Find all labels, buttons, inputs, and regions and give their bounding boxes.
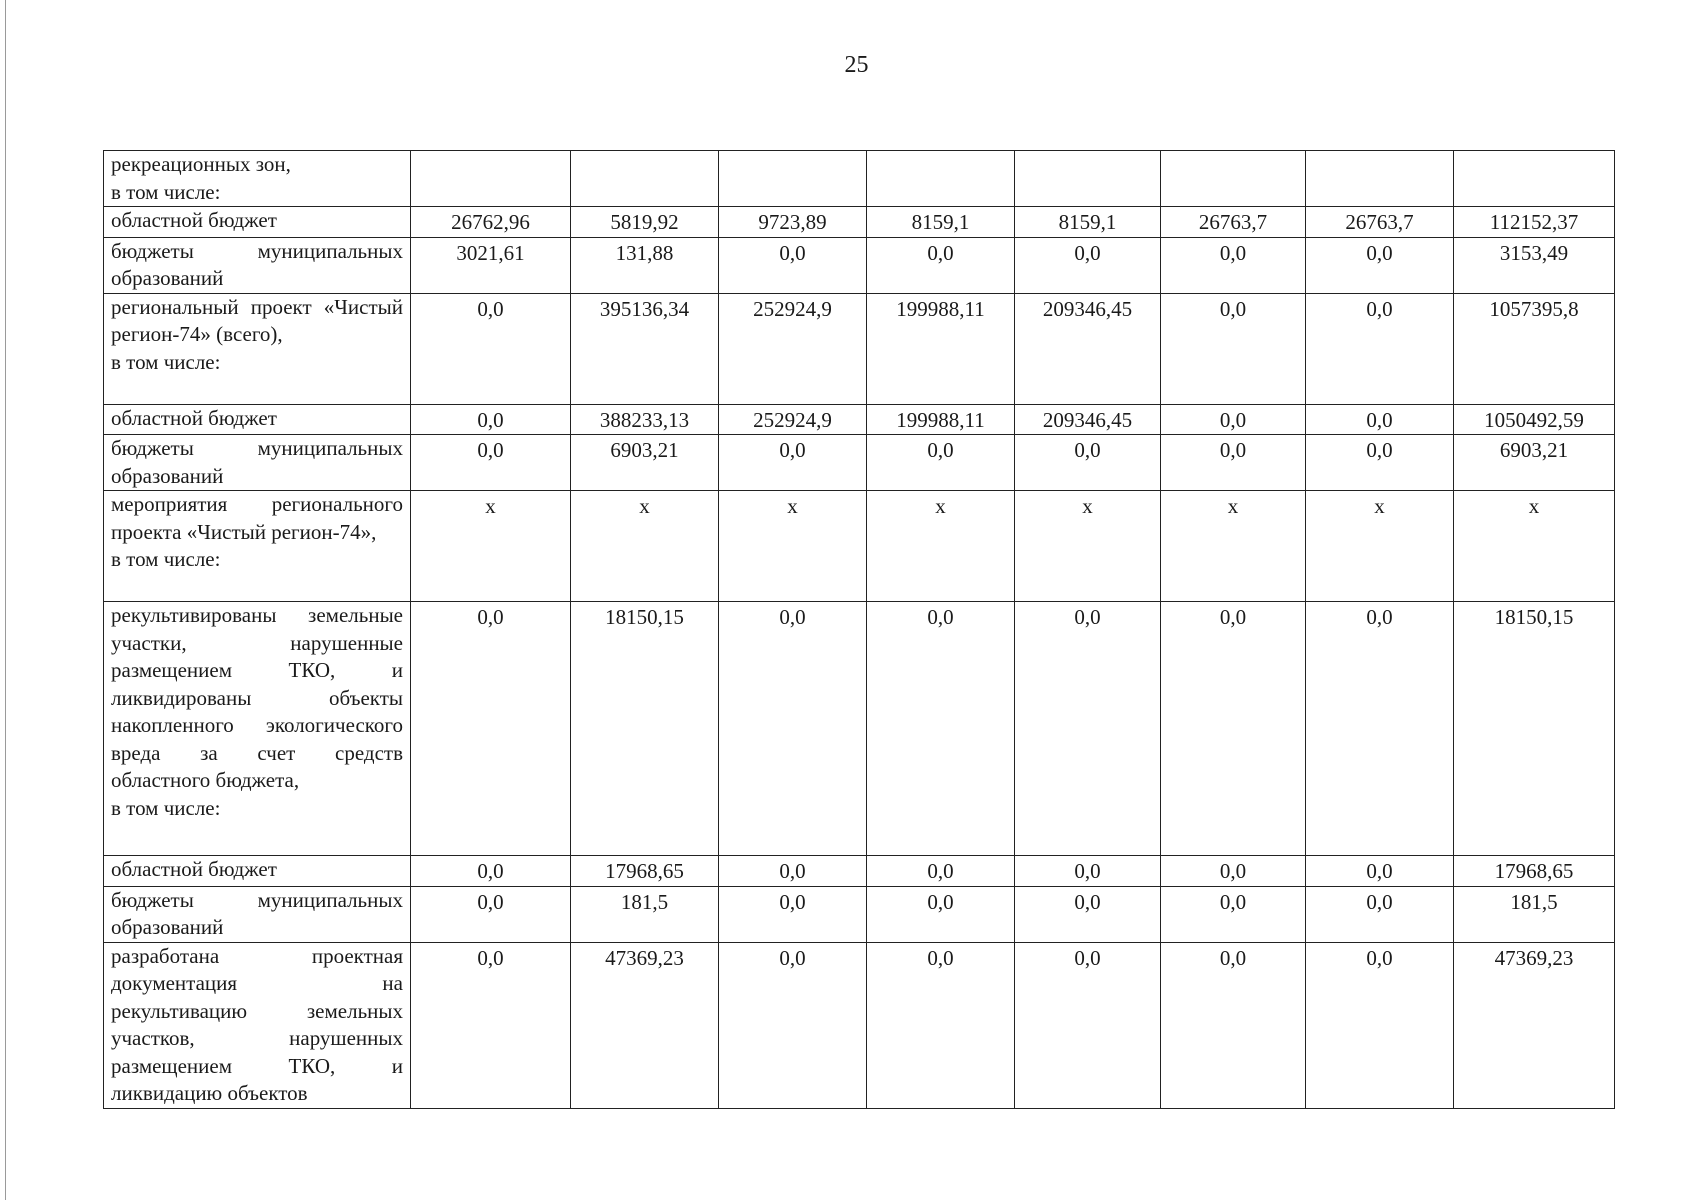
value-cell: 0,0 (1161, 404, 1306, 435)
value-cell: 3153,49 (1454, 237, 1615, 293)
value-cell: 18150,15 (571, 602, 719, 856)
table-row (104, 151, 1615, 207)
value-cell: 0,0 (719, 856, 867, 887)
row-label: разработана проектная документация на рекультивацию земельных участков, нарушенных размещением ТКО, и ликвидацию объектов (104, 942, 411, 1108)
scan-edge-line (5, 0, 6, 1200)
value-cell: 0,0 (411, 886, 571, 942)
value-cell: 0,0 (411, 404, 571, 435)
value-cell: 0,0 (1161, 602, 1306, 856)
value-cell: 0,0 (719, 886, 867, 942)
value-cell: 0,0 (867, 602, 1015, 856)
value-cell: 0,0 (719, 435, 867, 491)
value-cell: х (719, 491, 867, 602)
table-row (104, 602, 1615, 856)
value-cell: 0,0 (867, 435, 1015, 491)
table-row (104, 491, 1615, 602)
row-label: областной бюджет (104, 856, 411, 887)
value-cell: 0,0 (1306, 404, 1454, 435)
value-cell: 0,0 (1015, 602, 1161, 856)
value-cell: х (1015, 491, 1161, 602)
value-cell: 131,88 (571, 237, 719, 293)
value-cell: 17968,65 (571, 856, 719, 887)
value-cell: 8159,1 (1015, 207, 1161, 238)
value-cell: 0,0 (1306, 237, 1454, 293)
value-cell: 0,0 (1015, 942, 1161, 1108)
row-label: бюджеты муниципальных образований (104, 237, 411, 293)
value-cell: 0,0 (867, 942, 1015, 1108)
row-label: мероприятия регионального проекта «Чистый регион-74», в том числе: (104, 491, 411, 602)
value-cell: 6903,21 (571, 435, 719, 491)
value-cell: 0,0 (1161, 435, 1306, 491)
value-cell: 181,5 (1454, 886, 1615, 942)
value-cell: 209346,45 (1015, 404, 1161, 435)
value-cell: 0,0 (1306, 293, 1454, 404)
value-cell: 209346,45 (1015, 293, 1161, 404)
value-cell: 0,0 (1161, 856, 1306, 887)
value-cell: 17968,65 (1454, 856, 1615, 887)
value-cell: 0,0 (1161, 237, 1306, 293)
value-cell (411, 151, 571, 207)
value-cell: 252924,9 (719, 293, 867, 404)
value-cell: 0,0 (719, 942, 867, 1108)
value-cell: 0,0 (411, 602, 571, 856)
value-cell: х (411, 491, 571, 602)
value-cell: 395136,34 (571, 293, 719, 404)
value-cell: х (1454, 491, 1615, 602)
table-row (104, 404, 1615, 435)
value-cell: х (867, 491, 1015, 602)
value-cell: 47369,23 (1454, 942, 1615, 1108)
value-cell: 0,0 (411, 942, 571, 1108)
value-cell: 5819,92 (571, 207, 719, 238)
value-cell: 0,0 (867, 886, 1015, 942)
budget-table (103, 150, 1615, 1109)
value-cell: 199988,11 (867, 404, 1015, 435)
row-label: рекреационных зон, в том числе: (104, 151, 411, 207)
value-cell: 1057395,8 (1454, 293, 1615, 404)
value-cell: 3021,61 (411, 237, 571, 293)
table-row (104, 207, 1615, 238)
value-cell (1161, 151, 1306, 207)
value-cell: 252924,9 (719, 404, 867, 435)
value-cell: 8159,1 (867, 207, 1015, 238)
value-cell: 181,5 (571, 886, 719, 942)
row-label: бюджеты муниципальных образований (104, 435, 411, 491)
row-label: рекультивированы земельные участки, нарушенные размещением ТКО, и ликвидированы объекты накопленного экологического вреда за счет средств областного бюджета, в том числе: (104, 602, 411, 856)
value-cell: х (1306, 491, 1454, 602)
value-cell: 0,0 (1306, 942, 1454, 1108)
table-row (104, 237, 1615, 293)
table-row (104, 435, 1615, 491)
value-cell: 199988,11 (867, 293, 1015, 404)
value-cell: 18150,15 (1454, 602, 1615, 856)
value-cell: 0,0 (1161, 293, 1306, 404)
value-cell: 112152,37 (1454, 207, 1615, 238)
value-cell: 26763,7 (1306, 207, 1454, 238)
value-cell: 0,0 (1015, 856, 1161, 887)
table-row (104, 886, 1615, 942)
value-cell: 0,0 (1161, 886, 1306, 942)
page-number: 25 (844, 52, 869, 78)
value-cell: 0,0 (1306, 602, 1454, 856)
value-cell (867, 151, 1015, 207)
value-cell: 47369,23 (571, 942, 719, 1108)
value-cell: 388233,13 (571, 404, 719, 435)
row-label: областной бюджет (104, 207, 411, 238)
value-cell: 0,0 (867, 237, 1015, 293)
value-cell: 9723,89 (719, 207, 867, 238)
table-row (104, 293, 1615, 404)
value-cell: 0,0 (411, 856, 571, 887)
row-label: областной бюджет (104, 404, 411, 435)
value-cell: 26763,7 (1161, 207, 1306, 238)
value-cell: 0,0 (411, 293, 571, 404)
value-cell (1015, 151, 1161, 207)
value-cell: 0,0 (1161, 942, 1306, 1108)
value-cell: 0,0 (1306, 886, 1454, 942)
value-cell (571, 151, 719, 207)
value-cell: 0,0 (411, 435, 571, 491)
value-cell: х (571, 491, 719, 602)
value-cell: 26762,96 (411, 207, 571, 238)
value-cell: 0,0 (1015, 237, 1161, 293)
value-cell: 6903,21 (1454, 435, 1615, 491)
value-cell: 1050492,59 (1454, 404, 1615, 435)
row-label: региональный проект «Чистый регион-74» (всего), в том числе: (104, 293, 411, 404)
value-cell (719, 151, 867, 207)
value-cell: 0,0 (719, 602, 867, 856)
table-row (104, 856, 1615, 887)
value-cell: 0,0 (1306, 435, 1454, 491)
table-row (104, 942, 1615, 1108)
value-cell: 0,0 (1015, 886, 1161, 942)
value-cell: х (1161, 491, 1306, 602)
value-cell: 0,0 (1306, 856, 1454, 887)
value-cell (1306, 151, 1454, 207)
value-cell (1454, 151, 1615, 207)
table-body (104, 151, 1615, 1109)
row-label: бюджеты муниципальных образований (104, 886, 411, 942)
value-cell: 0,0 (1015, 435, 1161, 491)
value-cell: 0,0 (719, 237, 867, 293)
value-cell: 0,0 (867, 856, 1015, 887)
